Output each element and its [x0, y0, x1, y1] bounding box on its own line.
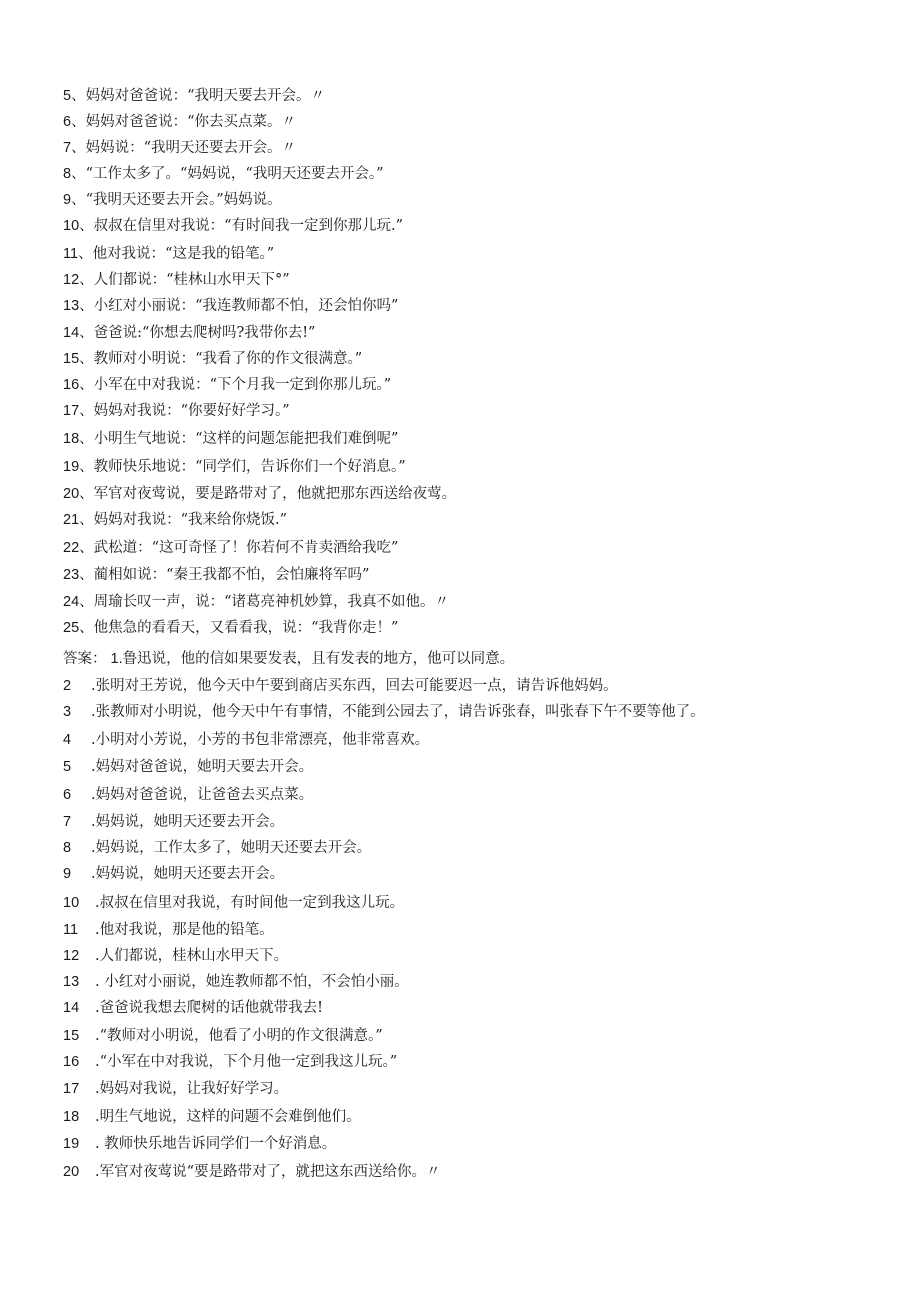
question-separator: 、	[71, 166, 86, 182]
question-text: “我明天还要去开会。”妈妈说。	[85, 192, 282, 208]
answer-text: .爸爸说我想去爬树的话他就带我去!	[95, 1000, 323, 1016]
answer-text: 鲁迅说，他的信如果要发表，且有发表的地方，他可以同意。	[122, 651, 515, 667]
answer-item	[63, 1108, 361, 1126]
question-text: 妈妈对爸爸说：“你去买点菜。〃	[85, 114, 296, 130]
question-item	[63, 217, 403, 235]
answer-text: .妈妈说，她明天还要去开会。	[91, 814, 285, 830]
question-text: 叔叔在信里对我说：“有时间我一定到你那儿玩.”	[93, 218, 404, 234]
question-separator: 、	[79, 486, 94, 502]
question-item	[63, 511, 287, 529]
question-number: 19	[63, 459, 80, 475]
question-separator: 、	[79, 620, 94, 636]
question-number: 24	[63, 594, 80, 610]
answer-item	[63, 703, 705, 721]
answer-item	[63, 758, 313, 776]
question-number: 12	[63, 272, 80, 288]
question-item	[63, 539, 398, 557]
question-item	[63, 113, 296, 131]
answer-text: .妈妈说，工作太多了，她明天还要去开会。	[91, 840, 372, 856]
answer-number: 6	[63, 787, 72, 803]
answer-item	[63, 865, 284, 883]
answer-number: 20	[63, 1164, 80, 1180]
answer-item	[63, 947, 288, 965]
question-number: 17	[63, 403, 80, 419]
question-item	[63, 593, 449, 611]
question-number: 7	[63, 140, 72, 156]
answer-number: 19	[63, 1136, 80, 1152]
answer-item	[63, 921, 274, 939]
question-text: 教师对小明说：“我看了你的作文很满意。”	[93, 351, 363, 367]
question-item	[63, 297, 398, 315]
question-separator: 、	[79, 567, 94, 583]
answer-number: 8	[63, 840, 72, 856]
question-text: 军官对夜莺说，要是路带对了，他就把那东西送给夜莺。	[93, 486, 457, 502]
answer-item	[63, 1027, 383, 1045]
answer-number: 18	[63, 1109, 80, 1125]
question-item	[63, 324, 315, 342]
question-separator: 、	[71, 140, 86, 156]
answer-number: 9	[63, 866, 72, 882]
answer-number: 12	[63, 948, 80, 964]
question-text: “工作太多了。“妈妈说，“我明天还要去开会。”	[85, 166, 384, 182]
question-text: 小军在中对我说：“下个月我一定到你那儿玩。”	[93, 377, 392, 393]
question-item	[63, 402, 290, 420]
answer-text: .妈妈对爸爸说，让爸爸去买点菜。	[91, 787, 314, 803]
answer-item	[63, 839, 371, 857]
question-text: 他对我说：“这是我的铅笔。”	[92, 246, 275, 262]
question-number: 15	[63, 351, 80, 367]
question-item	[63, 350, 362, 368]
question-item	[63, 566, 369, 584]
question-separator: 、	[79, 325, 94, 341]
answer-number: 10	[63, 895, 80, 911]
answer-number: 4	[63, 732, 72, 748]
question-separator: 、	[79, 403, 94, 419]
question-number: 5	[63, 88, 72, 104]
answer-text: .张明对王芳说，他今天中午要到商店买东西，回去可能要迟一点，请告诉他妈妈。	[91, 678, 618, 694]
question-item	[63, 458, 406, 476]
question-number: 8	[63, 166, 72, 182]
question-text: 人们都说：“桂林山水甲天下°”	[93, 272, 290, 288]
answer-number: 5	[63, 759, 72, 775]
question-separator: 、	[79, 512, 94, 528]
question-separator: 、	[71, 114, 86, 130]
question-number: 11	[63, 246, 79, 262]
question-text: 小明生气地说：“这样的问题怎能把我们难倒呢”	[93, 431, 399, 447]
question-separator: 、	[79, 459, 94, 475]
answer-label: 答案：	[63, 651, 107, 667]
question-number: 25	[63, 620, 80, 636]
question-separator: 、	[79, 431, 94, 447]
question-item	[63, 376, 391, 394]
answer-text: .人们都说，桂林山水甲天下。	[95, 948, 289, 964]
answer-text: .明生气地说，这样的问题不会难倒他们。	[95, 1109, 361, 1125]
answer-text: .“小军在中对我说，下个月他一定到我这儿玩。”	[95, 1054, 398, 1070]
question-text: 蔺相如说：“秦王我都不怕，会怕廉将军吗”	[93, 567, 370, 583]
answer-item	[63, 894, 404, 912]
question-item	[63, 87, 325, 105]
answer-text: . 小红对小丽说，她连教师都不怕，不会怕小丽。	[95, 974, 409, 990]
question-text: 他焦急的看看天，又看看我，说：“我背你走！”	[93, 620, 399, 636]
answer-number: 15	[63, 1028, 80, 1044]
answer-text: .“教师对小明说，他看了小明的作文很满意。”	[95, 1028, 383, 1044]
question-separator: 、	[79, 594, 94, 610]
question-separator: 、	[79, 272, 94, 288]
question-separator: 、	[79, 377, 94, 393]
answer-item	[63, 650, 514, 668]
answer-number: 1.	[110, 651, 123, 667]
question-item	[63, 139, 296, 157]
question-item	[63, 430, 398, 448]
question-text: 妈妈说：“我明天还要去开会。〃	[85, 140, 296, 156]
answer-item	[63, 999, 323, 1017]
question-number: 18	[63, 431, 80, 447]
question-text: 妈妈对我说：“我来给你烧饭.”	[93, 512, 288, 528]
answer-text: .小明对小芳说，小芳的书包非常漂亮，他非常喜欢。	[91, 732, 430, 748]
question-number: 13	[63, 298, 80, 314]
answer-item	[63, 973, 409, 991]
answer-text: .妈妈对爸爸说，她明天要去开会。	[91, 759, 314, 775]
question-separator: 、	[79, 540, 94, 556]
answer-number: 2	[63, 678, 72, 694]
question-number: 20	[63, 486, 80, 502]
answer-text: .张教师对小明说，他今天中午有事情，不能到公园去了，请告诉张春，叫张春下午不要等他了。	[91, 704, 705, 720]
question-item	[63, 165, 383, 183]
answer-number: 11	[63, 922, 79, 938]
answer-item	[63, 786, 313, 804]
question-separator: 、	[79, 351, 94, 367]
question-text: 妈妈对我说：“你要好好学习。”	[93, 403, 290, 419]
question-text: 教师快乐地说：“同学们，告诉你们一个好消息。”	[93, 459, 406, 475]
question-text: 小红对小丽说：“我连教师都不怕，还会怕你吗”	[93, 298, 399, 314]
question-number: 6	[63, 114, 72, 130]
question-text: 妈妈对爸爸说：“我明天要去开会。〃	[85, 88, 325, 104]
question-number: 9	[63, 192, 72, 208]
question-number: 14	[63, 325, 80, 341]
answer-item	[63, 677, 618, 695]
question-item	[63, 619, 398, 637]
answer-text: .他对我说，那是他的铅笔。	[95, 922, 274, 938]
question-number: 10	[63, 218, 80, 234]
answer-text: .军官对夜莺说“要是路带对了，就把这东西送给你。〃	[95, 1164, 441, 1180]
question-number: 16	[63, 377, 80, 393]
answer-item	[63, 1163, 441, 1181]
answer-text: .妈妈对我说，让我好好学习。	[95, 1081, 289, 1097]
answer-item	[63, 1080, 288, 1098]
answer-text: .叔叔在信里对我说，有时间他一定到我这儿玩。	[95, 895, 405, 911]
question-separator: 、	[71, 192, 86, 208]
answer-number: 13	[63, 974, 80, 990]
answer-text: . 教师快乐地告诉同学们一个好消息。	[95, 1136, 337, 1152]
answer-number: 7	[63, 814, 72, 830]
question-separator: 、	[71, 88, 86, 104]
question-separator: 、	[78, 246, 93, 262]
answer-number: 3	[63, 704, 72, 720]
answer-number: 17	[63, 1081, 80, 1097]
answer-item	[63, 1053, 397, 1071]
question-text: 爸爸说:“你想去爬树吗?我带你去!”	[93, 325, 316, 341]
answer-number: 14	[63, 1000, 80, 1016]
answer-text: .妈妈说，她明天还要去开会。	[91, 866, 285, 882]
question-separator: 、	[79, 218, 94, 234]
question-number: 22	[63, 540, 80, 556]
answer-number: 16	[63, 1054, 80, 1070]
answer-item	[63, 813, 284, 831]
question-number: 21	[63, 512, 80, 528]
question-item	[63, 245, 274, 263]
question-text: 武松道：“这可奇怪了！你若何不肯卖酒给我吃”	[93, 540, 399, 556]
question-number: 23	[63, 567, 80, 583]
answer-item	[63, 1135, 336, 1153]
question-item	[63, 485, 456, 503]
answer-item	[63, 731, 429, 749]
question-item	[63, 191, 282, 209]
question-item	[63, 271, 290, 289]
question-text: 周瑜长叹一声，说：“诸葛亮神机妙算，我真不如他。〃	[93, 594, 450, 610]
question-separator: 、	[79, 298, 94, 314]
